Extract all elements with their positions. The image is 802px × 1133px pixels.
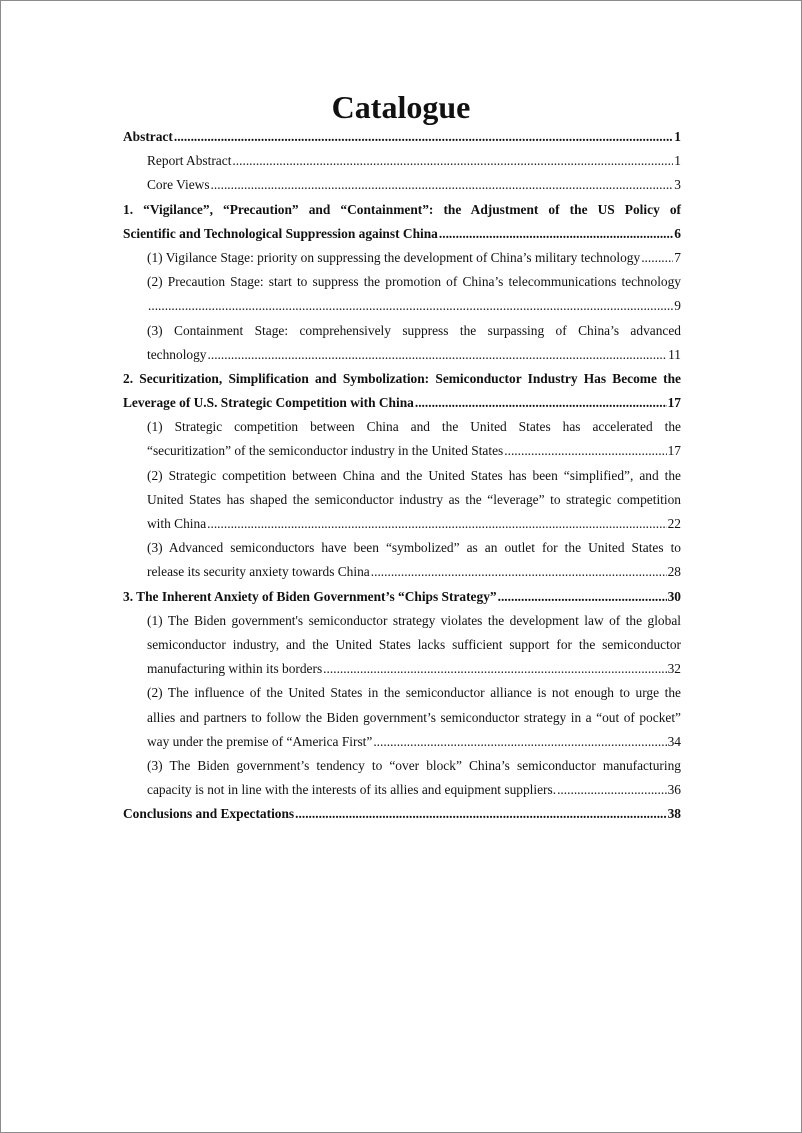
toc-entry-conclusions[interactable] [123, 802, 681, 826]
toc-entry-title: way under the premise of “America First” [147, 733, 373, 749]
toc-entry-section-3-2[interactable] [123, 681, 681, 754]
toc-page-number: 38 [667, 806, 681, 822]
toc-page-number: 32 [667, 661, 681, 677]
toc-page-number: 36 [667, 782, 681, 798]
toc-page-number: 9 [674, 298, 681, 314]
toc-page-number: 6 [674, 225, 681, 241]
toc-entry-line: (2) Precaution Stage: start to suppress the promotion of China’s telecommunications technology [147, 274, 681, 290]
toc-entry-line: (2) Strategic competition between China and the United States has been “simplified”, and the [147, 467, 681, 483]
toc-entry-title: Report Abstract [147, 153, 232, 169]
toc-entry-title: Conclusions and Expectations [123, 806, 295, 822]
toc-entry-title: manufacturing within its borders [147, 661, 323, 677]
toc-entry-title: Abstract [123, 129, 173, 144]
toc-page-number: 28 [667, 564, 681, 580]
toc-entry-title: 3. The Inherent Anxiety of Biden Government’s “Chips Strategy” [123, 588, 497, 604]
toc-entry-title: “securitization” of the semiconductor industry in the United States [147, 443, 504, 459]
toc-page-number: 3 [674, 177, 681, 193]
toc-entry-section-1-2[interactable] [123, 270, 681, 318]
toc-entry-line: allies and partners to follow the Biden government’s semiconductor strategy in a “out of pocket” [147, 709, 681, 725]
toc-page-number: 11 [668, 346, 681, 362]
toc-entry-section-2[interactable] [123, 367, 681, 415]
toc-entry-title: technology [147, 346, 207, 362]
toc-entry-section-3-3[interactable] [123, 754, 681, 802]
toc-page-number: 17 [667, 395, 681, 411]
toc-entry-line: (3) The Biden government’s tendency to “over block” China’s semiconductor manufacturing [147, 757, 681, 773]
toc-entry-line: (3) Advanced semiconductors have been “symbolized” as an outlet for the United States to [147, 540, 681, 556]
dot-leader [174, 125, 673, 149]
toc-entry-section-2-2[interactable] [123, 464, 681, 537]
toc-entry-title: (1) Vigilance Stage: priority on suppressing the development of China’s military technology [147, 249, 641, 265]
toc-page-number: 1 [674, 153, 681, 169]
toc-entry-line: (3) Containment Stage: comprehensively suppress the surpassing of China’s advanced [147, 322, 681, 338]
toc-entry-line: (1) Strategic competition between China and the United States has accelerated the [147, 419, 681, 435]
toc-entry-line: 2. Securitization, Simplification and Symbolization: Semiconductor Industry Has Become the [123, 370, 681, 386]
dot-leader [371, 560, 667, 584]
dot-leader [207, 512, 666, 536]
dot-leader [232, 149, 673, 173]
toc-page-number: 22 [667, 516, 681, 531]
toc-entry-title: with China [147, 516, 207, 531]
table-of-contents [123, 125, 681, 826]
toc-page-number: 7 [674, 249, 681, 265]
toc-entry-core-views[interactable] [123, 173, 681, 197]
toc-entry-section-2-1[interactable] [123, 415, 681, 463]
dot-leader [557, 778, 667, 802]
toc-page-number: 1 [674, 129, 681, 144]
toc-entry-section-1[interactable] [123, 198, 681, 246]
toc-entry-title: Scientific and Technological Suppression against China [123, 225, 438, 241]
page-title: Catalogue [331, 89, 471, 125]
toc-entry-line: 1. “Vigilance”, “Precaution” and “Containment”: the Adjustment of the US Policy of [123, 201, 681, 217]
toc-entry-title: Leverage of U.S. Strategic Competition with China [123, 395, 414, 411]
toc-entry-section-2-3[interactable] [123, 536, 681, 584]
toc-entry-title: release its security anxiety towards China [147, 564, 370, 580]
toc-entry-section-1-3[interactable] [123, 319, 681, 367]
dot-leader [498, 585, 667, 609]
dot-leader [504, 439, 666, 463]
dot-leader [208, 343, 668, 367]
dot-leader [323, 657, 666, 681]
toc-entry-title: capacity is not in line with the interests of its allies and equipment suppliers. [147, 782, 557, 798]
dot-leader [148, 294, 673, 318]
toc-entry-report-abstract[interactable] [123, 149, 681, 173]
toc-entry-line: (1) The Biden government's semiconductor strategy violates the development law of the global [147, 612, 681, 628]
toc-entry-abstract[interactable] [123, 125, 681, 149]
toc-entry-title: Core Views [147, 177, 210, 193]
toc-entry-line: (2) The influence of the United States in the semiconductor alliance is not enough to urge the [147, 685, 681, 701]
toc-entry-section-3-1[interactable] [123, 609, 681, 682]
dot-leader [641, 246, 673, 270]
dot-leader [295, 802, 666, 826]
toc-entry-section-1-1[interactable] [123, 246, 681, 270]
dot-leader [415, 391, 667, 415]
dot-leader [211, 173, 674, 197]
toc-page-number: 30 [667, 588, 681, 604]
toc-entry-line: United States has shaped the semiconductor industry as the “leverage” to strategic competition [147, 491, 681, 507]
dot-leader [439, 222, 673, 246]
toc-entry-line: semiconductor industry, and the United States lacks sufficient support for the semiconductor [147, 636, 681, 652]
dot-leader [373, 730, 666, 754]
toc-entry-section-3[interactable] [123, 585, 681, 609]
toc-page-number: 17 [667, 443, 681, 459]
toc-page-number: 34 [667, 733, 681, 749]
